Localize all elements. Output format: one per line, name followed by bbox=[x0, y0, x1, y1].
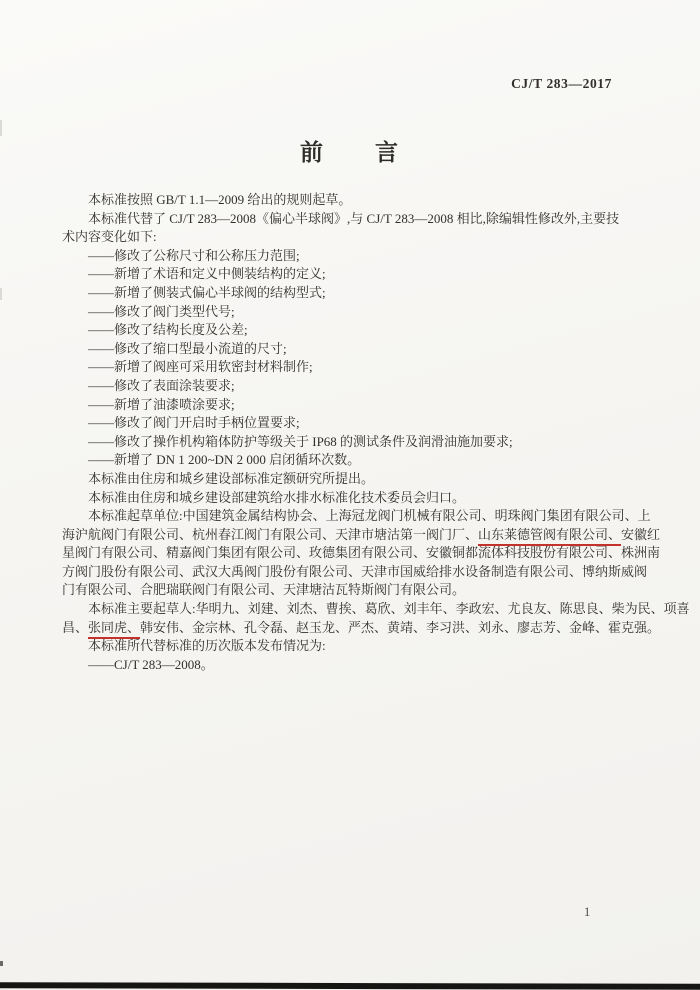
text-line: 星阀门有限公司、精嘉阀门集团有限公司、玫德集团有限公司、安徽铜都流体科技股份有限公司、株洲南 bbox=[62, 545, 661, 561]
scan-edge-artifact bbox=[0, 982, 700, 989]
scan-edge-artifact bbox=[0, 288, 2, 300]
text-line: ——修改了阀门开启时手柄位置要求; bbox=[88, 415, 300, 431]
text-line: ——新增了油漆喷涂要求; bbox=[88, 396, 235, 412]
text-segment: 韩安伟、金宗林、孔令磊、赵玉龙、严杰、黄靖、李习洪、刘永、廖志芳、金峰、霍克强。 bbox=[140, 619, 661, 635]
red-underline-mark: 山东莱德管阀有限公司、 bbox=[478, 527, 621, 546]
text-line bbox=[62, 526, 661, 545]
text-line: ——新增了阀座可采用软密封材料制作; bbox=[88, 359, 313, 375]
text-line: 本标准代替了 CJ/T 283—2008《偏心半球阀》,与 CJ/T 283—2008 相比,除编辑性修改外,主要技 bbox=[88, 210, 620, 226]
text-segment: 海沪航阀门有限公司、杭州春江阀门有限公司、天津市塘沽第一阀门厂、 bbox=[62, 526, 479, 542]
text-segment: 安徽红 bbox=[621, 526, 661, 542]
text-line: 本标准由住房和城乡建设部建筑给水排水标准化技术委员会归口。 bbox=[88, 489, 466, 505]
text-line: ——修改了表面涂装要求; bbox=[88, 377, 235, 393]
scan-edge-artifact bbox=[0, 961, 3, 966]
scan-edge-artifact bbox=[0, 120, 2, 136]
text-line: ——修改了阀门类型代号; bbox=[88, 303, 235, 319]
text-line: ——CJ/T 283—2008。 bbox=[88, 656, 214, 672]
standard-number: CJ/T 283—2017 bbox=[511, 76, 612, 91]
red-underline-mark: 张同虎、 bbox=[88, 620, 140, 639]
page-number: 1 bbox=[584, 905, 591, 919]
text-line: ——新增了 DN 1 200~DN 2 000 启闭循环次数。 bbox=[88, 452, 361, 468]
text-line: ——修改了公称尺寸和公称压力范围; bbox=[88, 247, 300, 263]
text-line: 本标准起草单位:中国建筑金属结构协会、上海冠龙阀门机械有限公司、明珠阀门集团有限公司、上 bbox=[88, 508, 651, 524]
text-line: 本标准由住房和城乡建设部标准定额研究所提出。 bbox=[88, 470, 375, 486]
text-line bbox=[62, 619, 661, 638]
body-text bbox=[62, 191, 690, 674]
text-line: ——修改了操作机构箱体防护等级关于 IP68 的测试条件及润滑油施加要求; bbox=[88, 433, 513, 449]
text-line: 本标准主要起草人:华明九、刘建、刘杰、曹挨、葛欣、刘丰年、李政宏、尤良友、陈思良、柴为民、项喜 bbox=[88, 601, 690, 617]
text-line: 门有限公司、合肥瑞联阀门有限公司、天津塘沽瓦特斯阀门有限公司。 bbox=[62, 582, 466, 598]
text-line: ——修改了结构长度及公差; bbox=[88, 322, 248, 338]
text-line: 本标准所代替标准的历次版本发布情况为: bbox=[88, 638, 326, 654]
text-line: 术内容变化如下: bbox=[62, 229, 157, 245]
text-line: 本标准按照 GB/T 1.1—2009 给出的规则起草。 bbox=[88, 192, 352, 207]
text-line: ——修改了缩口型最小流道的尺寸; bbox=[88, 340, 287, 356]
text-line: ——新增了术语和定义中侧装结构的定义; bbox=[88, 266, 326, 282]
text-segment: 昌、 bbox=[62, 619, 89, 635]
page-title: 前 言 bbox=[300, 140, 400, 165]
text-line: ——新增了侧装式偏心半球阀的结构型式; bbox=[88, 284, 326, 300]
text-line: 方阀门股份有限公司、武汉大禹阀门股份有限公司、天津市国威给排水设备制造有限公司、博纳斯威阀 bbox=[62, 563, 648, 579]
